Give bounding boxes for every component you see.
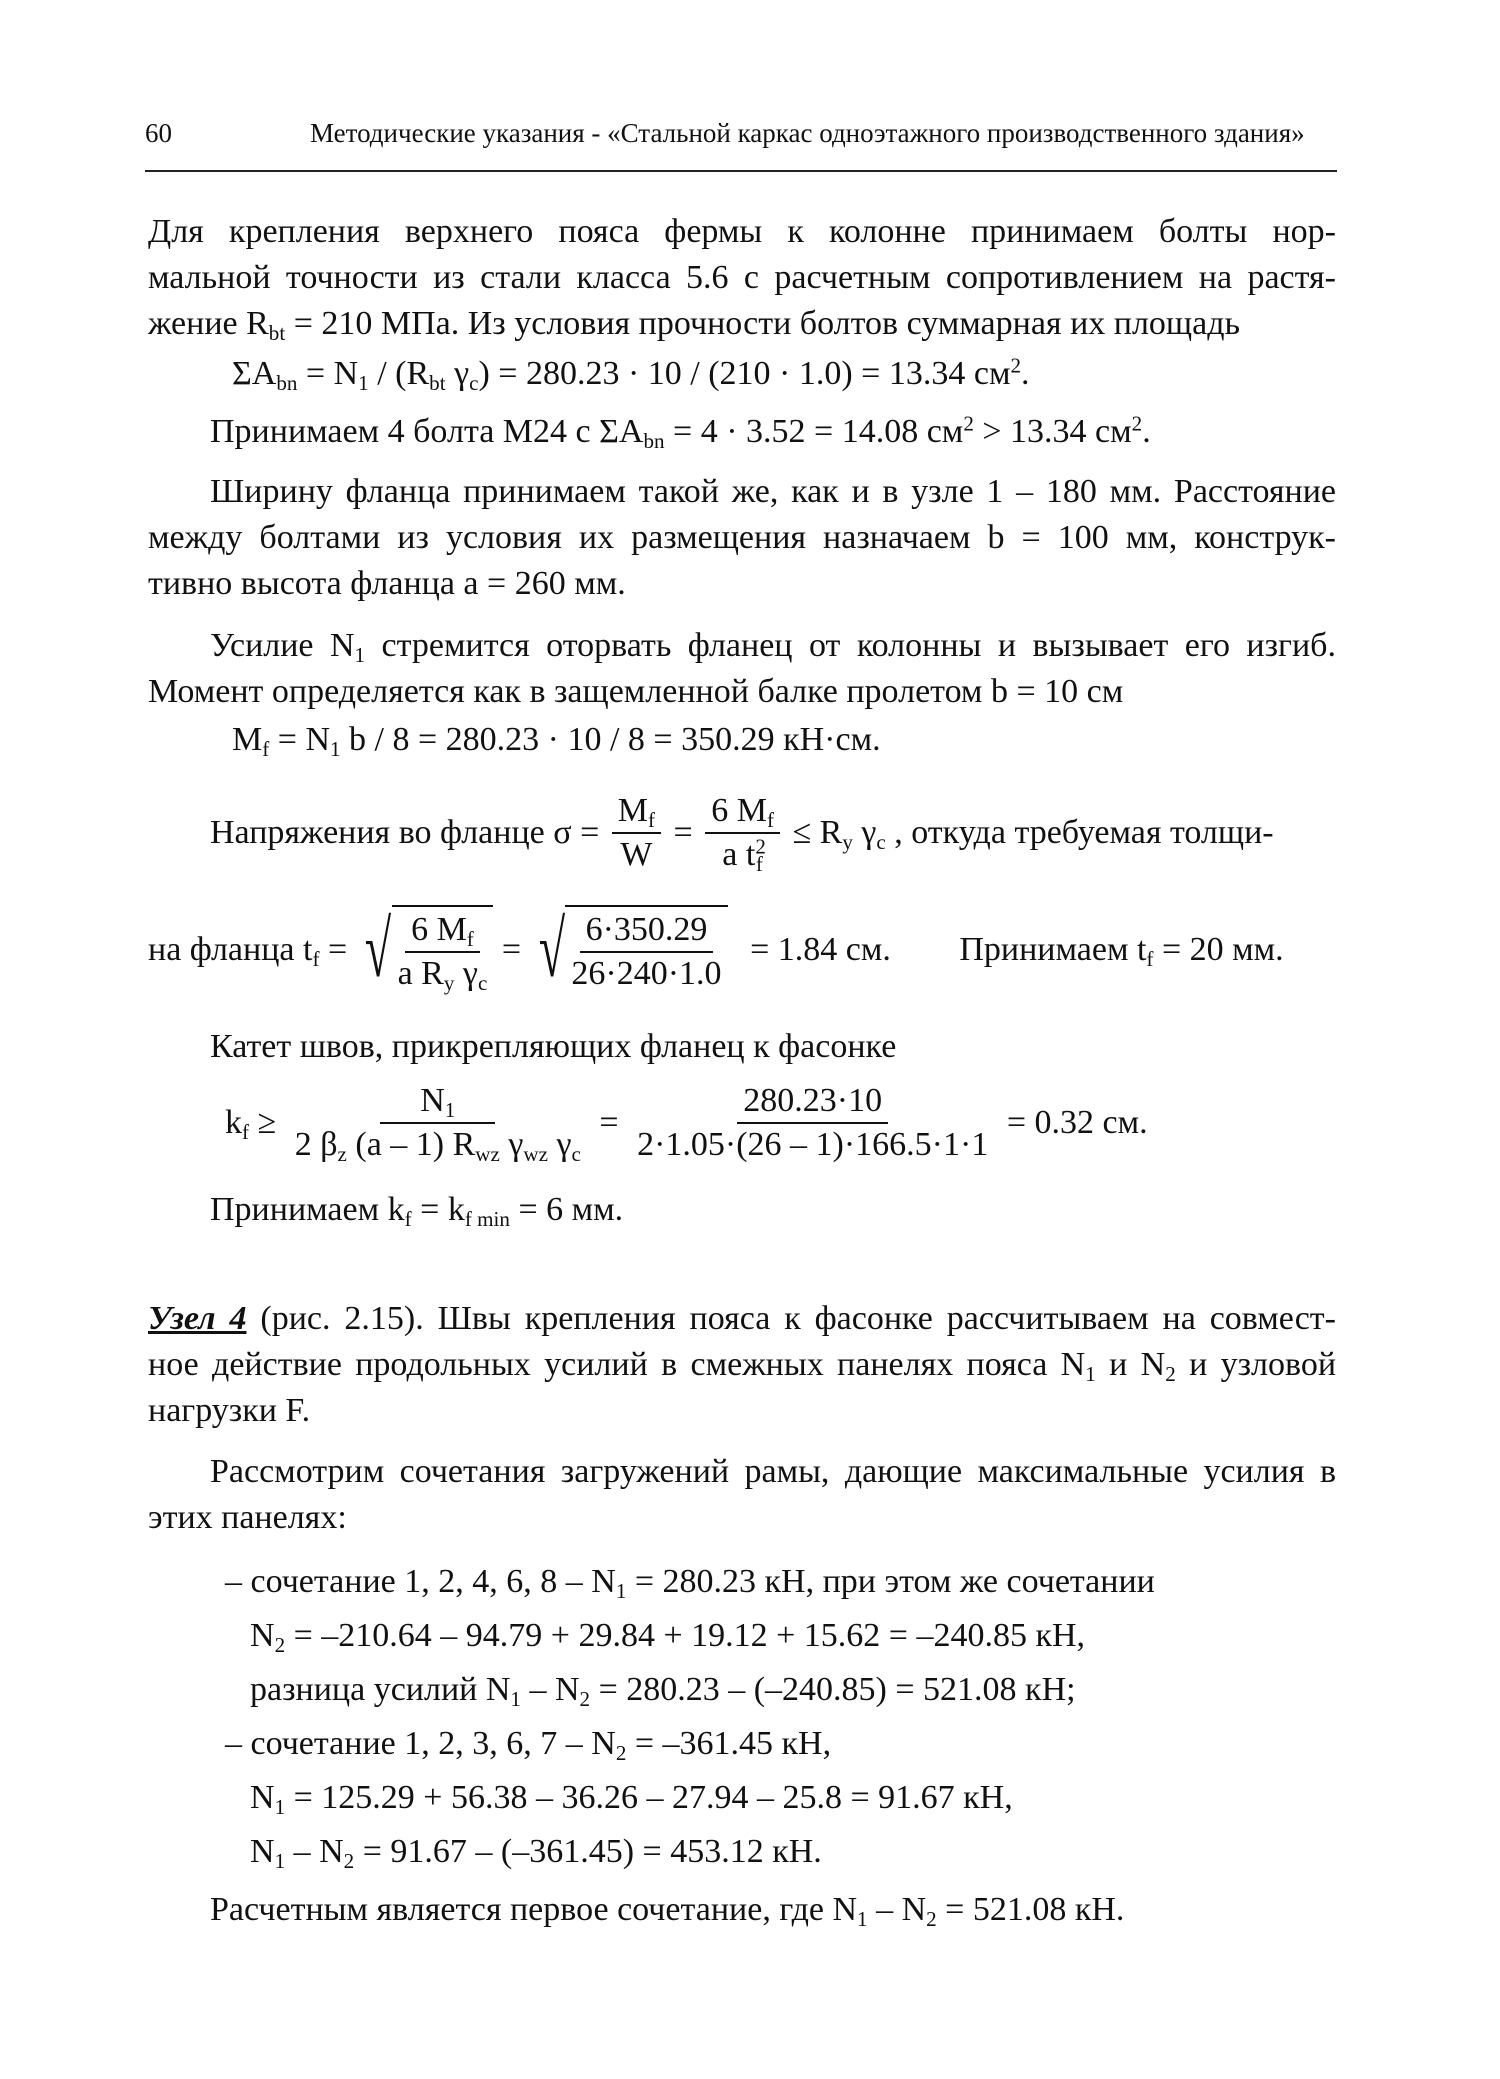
- para1-line2: мальной точности из стали класса 5.6 с расчетным сопротивлением на растя-: [148, 259, 1336, 296]
- para2-line1: Ширину фланца принимаем такой же, как и в узле 1 – 180 мм. Расстояние: [210, 473, 1336, 510]
- formula-moment: $M_f = N_1$ b / 8 = 280.23 · 10 / 8 = 350.29 кН·см.: [232, 721, 881, 761]
- formula-sum-area: $\Sigma A_{bn} = N_1 / (R_{bt}$ $\gamma_c) = 280.23 \cdot 10 / (210 \cdot 1.0) = 13.34$ $см^2$.: [232, 353, 1030, 395]
- formula-weld-accepted: Принимаем $k_f = k_{f min} = 6$ мм.: [210, 1191, 624, 1231]
- para4-line1: Катет швов, прикрепляющих фланец к фасонке: [210, 1028, 897, 1065]
- para2-line3: тивно высота фланца a = 260 мм.: [148, 565, 626, 602]
- para1-line3: жение $R_{bt} = 210$ МПа. Из условия прочности болтов суммарная их площадь: [148, 305, 1241, 345]
- list-combo2-line2: $N_1 = 125.29 + 56.38 - 36.26 - 27.94 - 25.8 = 91.67$ кН,: [250, 1779, 1013, 1819]
- page-number: 60: [145, 118, 172, 148]
- para3-line2: Момент определяется как в защемленной балке пролетом b = 10 см: [148, 673, 1124, 710]
- list-combo1-line3: разница усилий $N_1 - N_2 = 280.23 - (-240.85) = 521.08$ кН;: [250, 1671, 1076, 1711]
- list-combo1-line2: $N_2 = -210.64 - 94.79 + 29.84 + 19.12 + 15.62 = -240.85$ кН,: [250, 1617, 1086, 1657]
- final-conclusion: Расчетным является первое сочетание, где $N_1 - N_2 = 521.08$ кН.: [210, 1891, 1125, 1931]
- para5-line1: Узел 4 (рис. 2.15). Швы крепления пояса к фасонке рассчитываем на совмест-: [148, 1300, 1336, 1337]
- para5-line3: нагрузки F.: [148, 1392, 311, 1429]
- header-rule: [145, 170, 1337, 172]
- para3-line1: Усилие $N_1$ стремится оторвать фланец от колонны и вызывает его изгиб.: [210, 627, 1336, 667]
- list-combo2-line1: – сочетание 1, 2, 3, 6, $7 - N_2 = -361.45$ кН,: [225, 1725, 832, 1765]
- para1-line1: Для крепления верхнего пояса фермы к колонне принимаем болты нор-: [148, 213, 1336, 250]
- para6-line1: Рассмотрим сочетания загружений рамы, дающие максимальные усилия в: [210, 1453, 1336, 1490]
- page-header: [145, 118, 1335, 158]
- formula-weld-leg: $k_f$ ≥ $\frac{N_1}{2 \beta_z (a - 1) R_{wz} \gamma_{wz} \gamma_c}$ = $\frac{280.23\cdot 10}{2\cdot 1.05\cdot(26 - 1)\cdot 166.5\cdot 1\cdot 1}$ = 0.32 см.: [225, 1082, 1148, 1166]
- running-title: Методические указания - «Стальной каркас одноэтажного производственного здания»: [310, 118, 1305, 148]
- para6-line2: этих панелях:: [148, 1499, 347, 1536]
- formula-flange-thickness: на фланца $t_f$ = √ $\frac{6 M_f}{a R_y \gamma_c}$ = √ $\frac{6\cdot 350.29}{26\cdot 240\cdot 1.0}$ = 1.84 см. Принимаем $t_f = 20$ мм.: [148, 906, 1284, 995]
- node-4-label: Узел 4: [148, 1300, 247, 1337]
- formula-stress: Напряжения во фланце σ = $\frac{M_f}{W}$ = $\frac{6 M_f}{a t^2_f}$ ≤ $R_y$ $\gamma_c$ , откуда требуемая толщи-: [210, 792, 1274, 876]
- formula-bolts-accepted: Принимаем 4 болта М24 с $\Sigma A_{bn} = 4 \cdot 3.52 = 14.08$ $см^2 > 13.34$ $см^2$.: [210, 411, 1151, 453]
- para5-line2: ное действие продольных усилий в смежных панелях пояса $N_1$ и $N_2$ и узловой: [148, 1346, 1337, 1386]
- para2-line2: между болтами из условия их размещения назначаем b = 100 мм, конструк-: [148, 519, 1336, 556]
- list-combo2-line3: $N_1 - N_2 = 91.67 - (-361.45) = 453.12$ кН.: [250, 1833, 822, 1873]
- list-combo1-line1: – сочетание 1, 2, 4, 6, $8 - N_1 = 280.23$ кН, при этом же сочетании: [225, 1563, 1155, 1603]
